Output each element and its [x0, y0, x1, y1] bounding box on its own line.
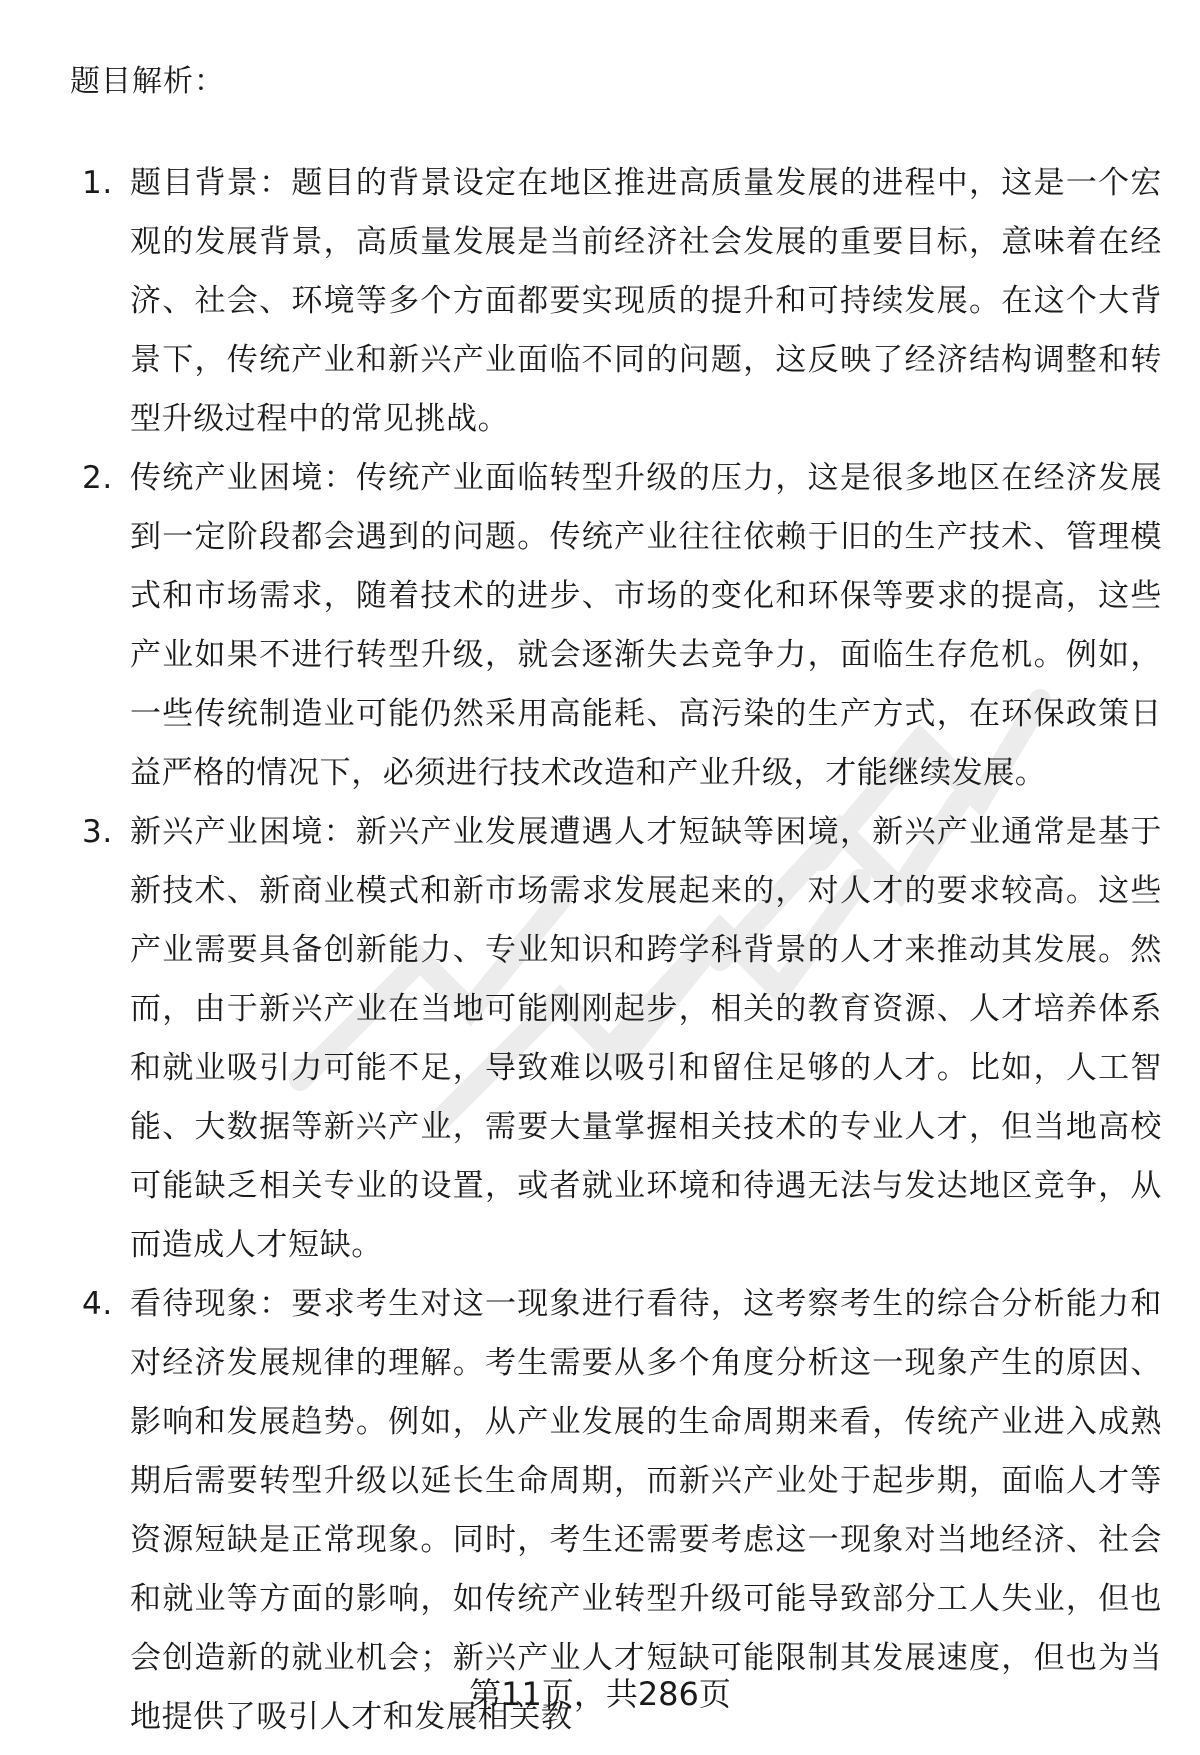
- list-item-text: 传统产业困境：传统产业面临转型升级的压力，这是很多地区在经济发展到一定阶段都会遇到的问题。传统产业往往依赖于旧的生产技术、管理模式和市场需求，随着技术的进步、市场的变化和环保等要求的提高，这些产业如果不进行转型升级，就会逐渐失去竞争力，面临生存危机。例如，一些传统制造业可能仍然采用高能耗、高污染的生产方式，在环保政策日益严格的情况下，必须进行技术改造和产业升级，才能继续发展。: [130, 460, 1162, 791]
- page-number-footer: 第11页，共286页: [469, 1675, 731, 1713]
- list-item: [82, 154, 1162, 449]
- list-item: [82, 449, 1162, 803]
- list-item-number: 4.: [82, 1286, 113, 1322]
- list-item-text: 新兴产业困境：新兴产业发展遭遇人才短缺等困境，新兴产业通常是基于新技术、新商业模式和新市场需求发展起来的，对人才的要求较高。这些产业需要具备创新能力、专业知识和跨学科背景的人才来推动其发展。然而，由于新兴产业在当地可能刚刚起步，相关的教育资源、人才培养体系和就业吸引力可能不足，导致难以吸引和留住足够的人才。比如，人工智能、大数据等新兴产业，需要大量掌握相关技术的专业人才，但当地高校可能缺乏相关专业的设置，或者就业环境和待遇无法与发达地区竞争，从而造成人才短缺。: [130, 814, 1162, 1263]
- section-heading: 题目解析：: [70, 64, 225, 99]
- list-item-number: 3.: [82, 814, 113, 850]
- list-item-number: 2.: [82, 460, 113, 496]
- list-item-text: 看待现象：要求考生对这一现象进行看待，这考察考生的综合分析能力和对经济发展规律的理解。考生需要从多个角度分析这一现象产生的原因、影响和发展趋势。例如，从产业发展的生命周期来看，传统产业进入成熟期后需要转型升级以延长生命周期，而新兴产业处于起步期，面临人才等资源短缺是正常现象。同时，考生还需要考虑这一现象对当地经济、社会和就业等方面的影响，如传统产业转型升级可能导致部分工人失业，但也会创造新的就业机会；新兴产业人才短缺可能限制其发展速度，但也为当地提供了吸引人才和发展相关教: [130, 1286, 1162, 1735]
- list-item-text: 题目背景：题目的背景设定在地区推进高质量发展的进程中，这是一个宏观的发展背景，高质量发展是当前经济社会发展的重要目标，意味着在经济、社会、环境等多个方面都要实现质的提升和可持续发展。在这个大背景下，传统产业和新兴产业面临不同的问题，这反映了经济结构调整和转型升级过程中的常见挑战。: [130, 165, 1162, 437]
- list-item-number: 1.: [82, 165, 113, 201]
- analysis-list: [82, 154, 1162, 1747]
- list-item: [82, 803, 1162, 1275]
